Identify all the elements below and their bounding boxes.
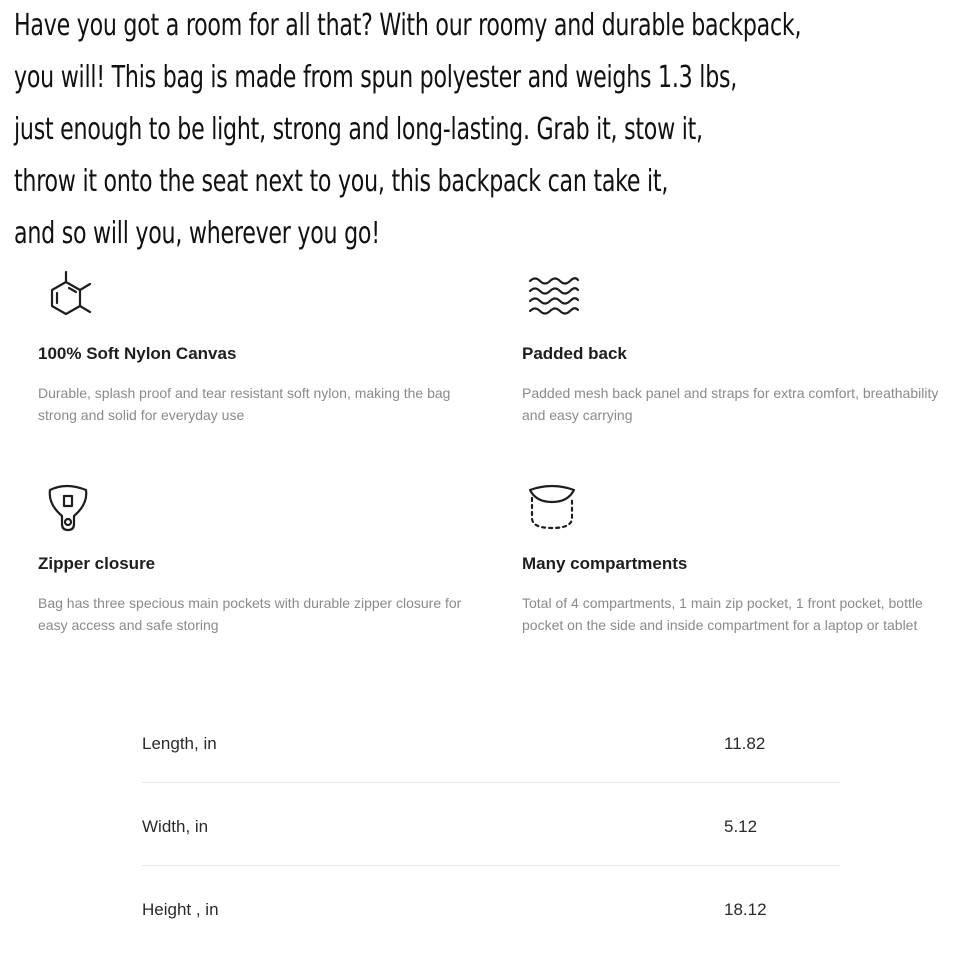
- feature-title: Zipper closure: [38, 554, 156, 573]
- compartment-pocket-icon: [522, 478, 582, 538]
- spec-row-height: [142, 866, 840, 948]
- intro-line: Have you got a room for all that? With our roomy and durable backpack,: [14, 8, 802, 43]
- feature-title: Padded back: [522, 344, 627, 363]
- feature-description: Padded mesh back panel and straps for extra comfort, breathability and easy carrying: [522, 385, 939, 423]
- spec-label: Width, in: [142, 817, 209, 836]
- feature-description: Durable, splash proof and tear resistant soft nylon, making the bag strong and solid for everyday use: [38, 385, 451, 423]
- feature-description: Total of 4 compartments, 1 main zip pocket, 1 front pocket, bottle pocket on the side and inside compartment for a laptop or tablet: [522, 595, 923, 633]
- feature-title: 100% Soft Nylon Canvas: [38, 344, 237, 363]
- zipper-icon: [38, 478, 98, 538]
- feature-description: Bag has three specious main pockets with durable zipper closure for easy access and safe storing: [38, 595, 462, 633]
- spec-value: 11.82: [724, 734, 766, 753]
- feature-title: Many compartments: [522, 554, 688, 573]
- spec-label: Height , in: [142, 900, 219, 919]
- spec-row-width: [142, 783, 840, 866]
- intro-line: and so will you, wherever you go!: [14, 216, 380, 251]
- spec-row-length: [142, 700, 840, 783]
- spec-value: 18.12: [724, 900, 767, 919]
- intro-line: you will! This bag is made from spun polyester and weighs 1.3 lbs,: [14, 60, 738, 95]
- molecule-icon: [38, 268, 98, 328]
- padded-waves-icon: [522, 268, 582, 328]
- spec-label: Length, in: [142, 734, 217, 753]
- specs-table: [142, 700, 840, 948]
- intro-paragraph: [14, 0, 954, 260]
- intro-line: throw it onto the seat next to you, this backpack can take it,: [14, 164, 669, 199]
- intro-line: just enough to be light, strong and long-lasting. Grab it, stow it,: [14, 112, 703, 147]
- spec-value: 5.12: [724, 817, 758, 836]
